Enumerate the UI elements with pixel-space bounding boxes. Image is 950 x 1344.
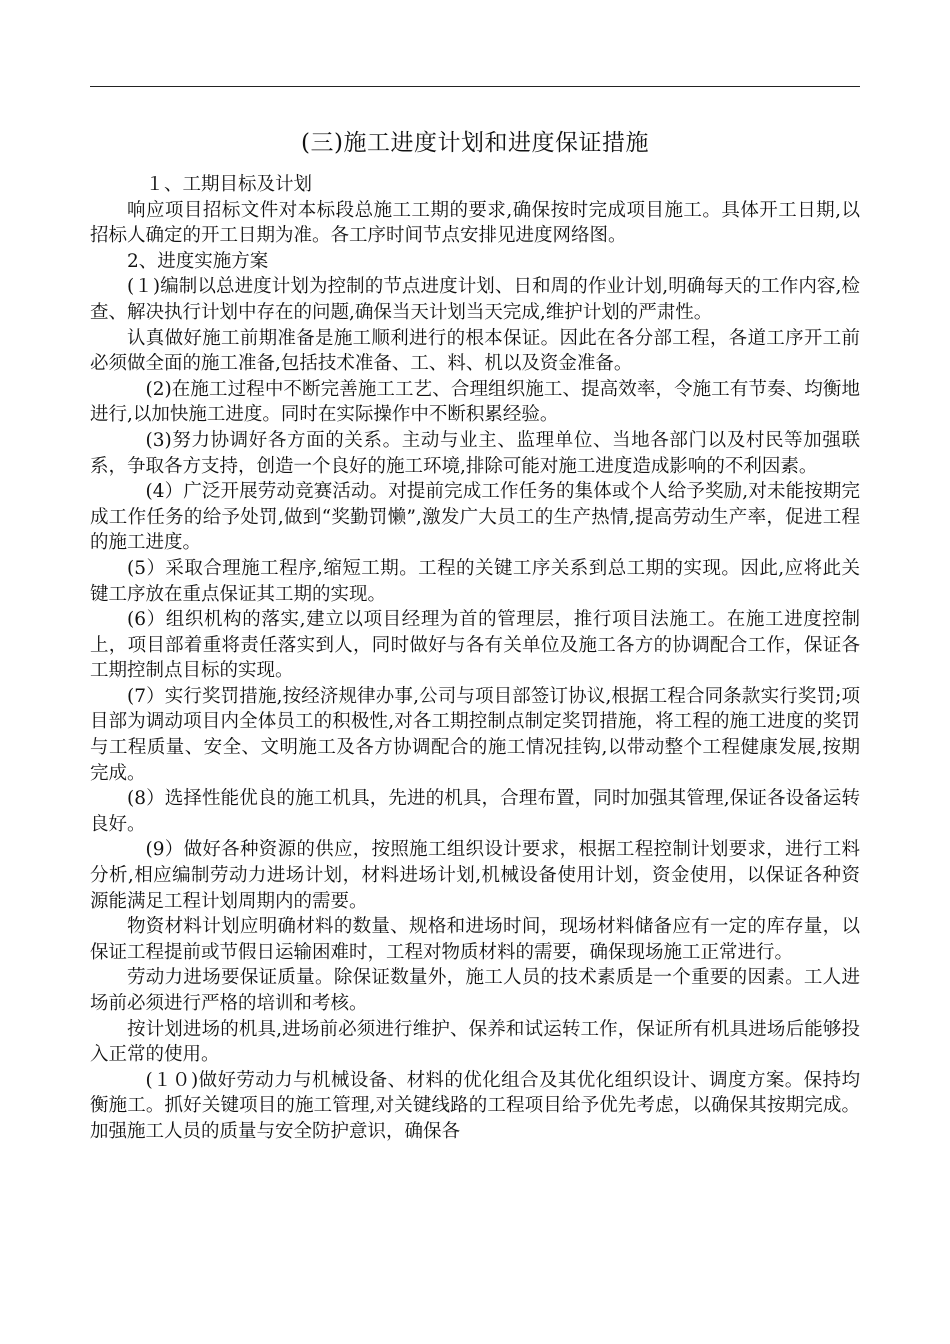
- paragraph: 按计划进场的机具,进场前必须进行维护、保养和试运转工作，保证所有机具进场后能够投入正常的使用。: [90, 1018, 860, 1066]
- paragraph: (5）采取合理施工程序,缩短工期。工程的关键工序关系到总工期的实现。因此,应将此关键工序放在重点保证其工期的实现。: [90, 557, 860, 605]
- paragraph: (１)编制以总进度计划为控制的节点进度计划、日和周的作业计划,明确每天的工作内容,检查、解决执行计划中存在的问题,确保当天计划当天完成,维护计划的严肃性。: [90, 276, 860, 323]
- paragraph: (4）广泛开展劳动竞赛活动。对提前完成工作任务的集体或个人给予奖励,对未能按期完成工作任务的给予处罚,做到“奖勤罚懒”,激发广大员工的生产热情,提高劳动生产率，促进工程的施工进度。: [90, 481, 860, 554]
- section-title: (三)施工进度计划和进度保证措施: [301, 130, 649, 156]
- paragraph: (１０)做好劳动力与机械设备、材料的优化组合及其优化组织设计、调度方案。保持均衡施工。抓好关键项目的施工管理,对关键线路的工程项目给予优先考虑，以确保其按期完成。加强施工人员的质量与安全防护意识，确保各: [90, 1069, 860, 1142]
- paragraph: (3)努力协调好各方面的关系。主动与业主、监理单位、当地各部门以及村民等加强联系，争取各方支持，创造一个良好的施工环境,排除可能对施工进度造成影响的不利因素。: [90, 429, 860, 477]
- paragraph: (2)在施工过程中不断完善施工工艺、合理组织施工、提高效率，令施工有节奏、均衡地进行,以加快施工进度。同时在实际操作中不断积累经验。: [90, 378, 860, 426]
- paragraph: (9）做好各种资源的供应，按照施工组织设计要求，根据工程控制计划要求，进行工料分析,相应编制劳动力进场计划，材料进场计划,机械设备使用计划，资金使用，以保证各种资源能满足工程计划周期内的需要。: [90, 839, 860, 912]
- paragraph: 劳动力进场要保证质量。除保证数量外，施工人员的技术素质是一个重要的因素。工人进场前必须进行严格的培训和考核。: [90, 967, 860, 1014]
- paragraph: 响应项目招标文件对本标段总施工工期的要求,确保按时完成项目施工。具体开工日期,以招标人确定的开工日期为准。各工序时间节点安排见进度网络图。: [90, 199, 860, 247]
- paragraph: 认真做好施工前期准备是施工顺利进行的根本保证。因此在各分部工程，各道工序开工前必须做全面的施工准备,包括技术准备、工、料、机以及资金准备。: [90, 327, 860, 375]
- paragraph: (8）选择性能优良的施工机具，先进的机具，合理布置，同时加强其管理,保证各设备运转良好。: [90, 788, 860, 835]
- paragraph: (6）组织机构的落实,建立以项目经理为首的管理层，推行项目法施工。在施工进度控制上，项目部着重将责任落实到人，同时做好与各有关单位及施工各方的协调配合工作，保证各工期控制点目标的实现。: [90, 609, 860, 682]
- paragraph: (7）实行奖罚措施,按经济规律办事,公司与项目部签订协议,根据工程合同条款实行奖罚;项目部为调动项目内全体员工的积极性,对各工期控制点制定奖罚措施，将工程的施工进度的奖罚与工程质量、安全、文明施工及各方协调配合的施工情况挂钩,以带动整个工程健康发展,按期完成。: [90, 685, 860, 784]
- document-body: [90, 172, 860, 1145]
- paragraph: 物资材料计划应明确材料的数量、规格和进场时间，现场材料储备应有一定的库存量，以保证工程提前或节假日运输困难时，工程对物质材料的需要，确保现场施工正常进行。: [90, 916, 860, 963]
- heading-schedule-target: １、工期目标及计划: [145, 174, 313, 195]
- heading-implementation: 2、进度实施方案: [127, 250, 269, 272]
- header-rule: [90, 86, 860, 87]
